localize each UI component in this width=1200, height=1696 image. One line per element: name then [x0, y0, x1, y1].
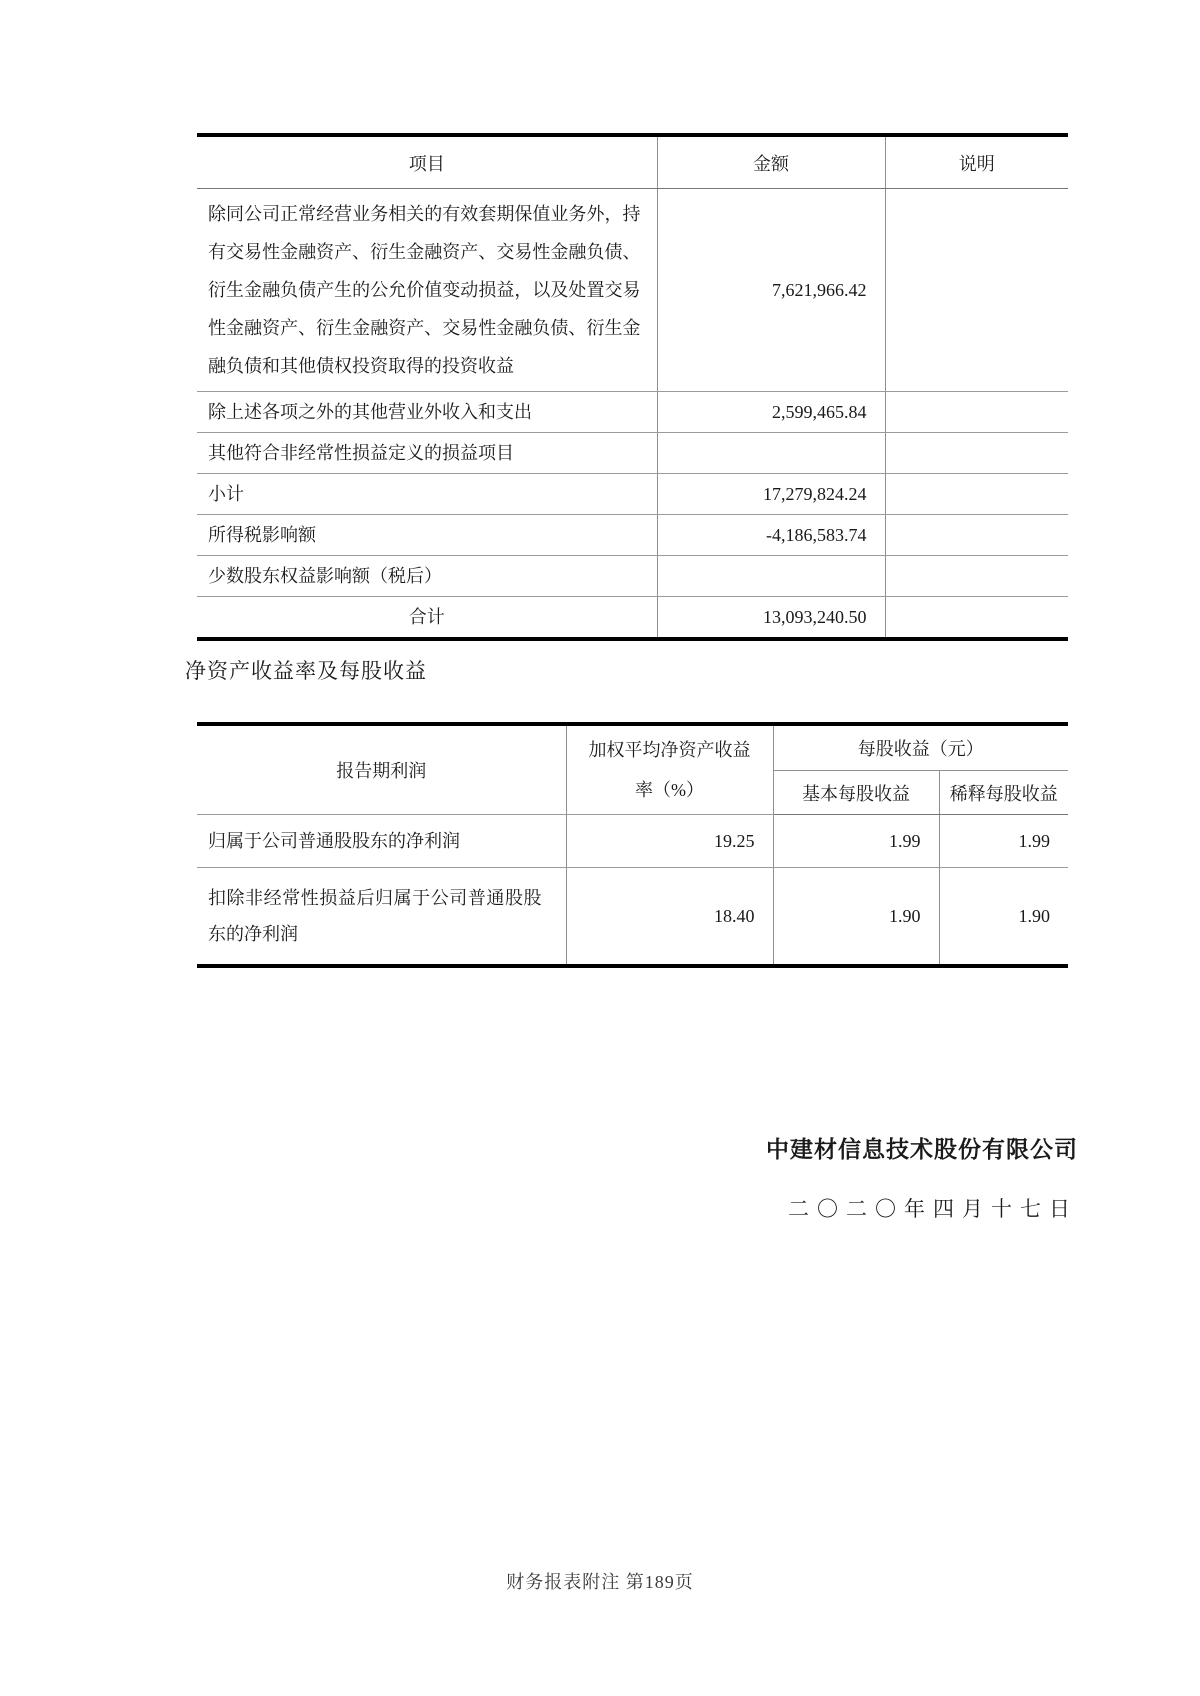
cell-amount: 17,279,824.24 — [657, 474, 885, 515]
cell-amount: 13,093,240.50 — [657, 597, 885, 640]
table-row — [197, 815, 1068, 868]
cell-amount — [657, 433, 885, 474]
table-header-row — [197, 135, 1068, 189]
table-row — [197, 392, 1068, 433]
cell-roe: 19.25 — [566, 815, 773, 868]
company-name: 中建材信息技术股份有限公司 — [766, 1136, 1078, 1162]
cell-item: 其他符合非经常性损益定义的损益项目 — [197, 433, 657, 474]
table-row — [197, 556, 1068, 597]
cell-diluted-eps: 1.99 — [939, 815, 1068, 868]
header-note: 说明 — [885, 135, 1068, 189]
section-title: 净资产收益率及每股收益 — [185, 659, 427, 683]
header-basic-eps: 基本每股收益 — [773, 771, 939, 815]
cell-note — [885, 433, 1068, 474]
cell-item: 合计 — [197, 597, 657, 640]
cell-basic-eps: 1.99 — [773, 815, 939, 868]
cell-basic-eps: 1.90 — [773, 868, 939, 967]
header-roe-line1: 加权平均净资产收益 — [588, 740, 751, 760]
header-amount: 金额 — [657, 135, 885, 189]
table-header-row — [197, 724, 1068, 771]
cell-note — [885, 474, 1068, 515]
cell-amount: -4,186,583.74 — [657, 515, 885, 556]
header-item: 项目 — [197, 135, 657, 189]
header-diluted-eps: 稀释每股收益 — [939, 771, 1068, 815]
signature-block — [766, 1134, 1078, 1222]
cell-item: 除上述各项之外的其他营业外收入和支出 — [197, 392, 657, 433]
header-eps-group: 每股收益（元） — [773, 724, 1068, 771]
table-row — [197, 433, 1068, 474]
cell-amount: 2,599,465.84 — [657, 392, 885, 433]
cell-label: 归属于公司普通股股东的净利润 — [197, 815, 566, 868]
header-roe-line2: 率（%） — [635, 780, 704, 800]
page-footer: 财务报表附注 第189页 — [506, 1572, 694, 1592]
cell-note — [885, 515, 1068, 556]
cell-note — [885, 189, 1068, 392]
cell-item: 小计 — [197, 474, 657, 515]
cell-roe: 18.40 — [566, 868, 773, 967]
cell-note — [885, 392, 1068, 433]
cell-item: 除同公司正常经营业务相关的有效套期保值业务外，持有交易性金融资产、衍生金融资产、交易性金融负债、衍生金融负债产生的公允价值变动损益，以及处置交易性金融资产、衍生金融资产、交易性金融负债、衍生金融负债和其他债权投资取得的投资收益 — [197, 189, 657, 392]
header-roe — [566, 724, 773, 815]
cell-label: 扣除非经常性损益后归属于公司普通股股东的净利润 — [197, 868, 566, 967]
table-row-total — [197, 597, 1068, 640]
cell-item: 少数股东权益影响额（税后） — [197, 556, 657, 597]
table-row — [197, 868, 1068, 967]
cell-note — [885, 556, 1068, 597]
cell-diluted-eps: 1.90 — [1018, 905, 1050, 926]
table-row-subtotal — [197, 474, 1068, 515]
header-profit: 报告期利润 — [197, 724, 566, 815]
roe-eps-table — [197, 722, 1068, 968]
cell-note — [885, 597, 1068, 640]
non-recurring-items-table — [197, 133, 1068, 641]
cell-amount: 7,621,966.42 — [657, 189, 885, 392]
cell-item: 所得税影响额 — [197, 515, 657, 556]
signature-date: 二〇二〇年四月十七日 — [788, 1197, 1078, 1221]
table-row — [197, 189, 1068, 392]
table-row — [197, 515, 1068, 556]
cell-amount — [657, 556, 885, 597]
